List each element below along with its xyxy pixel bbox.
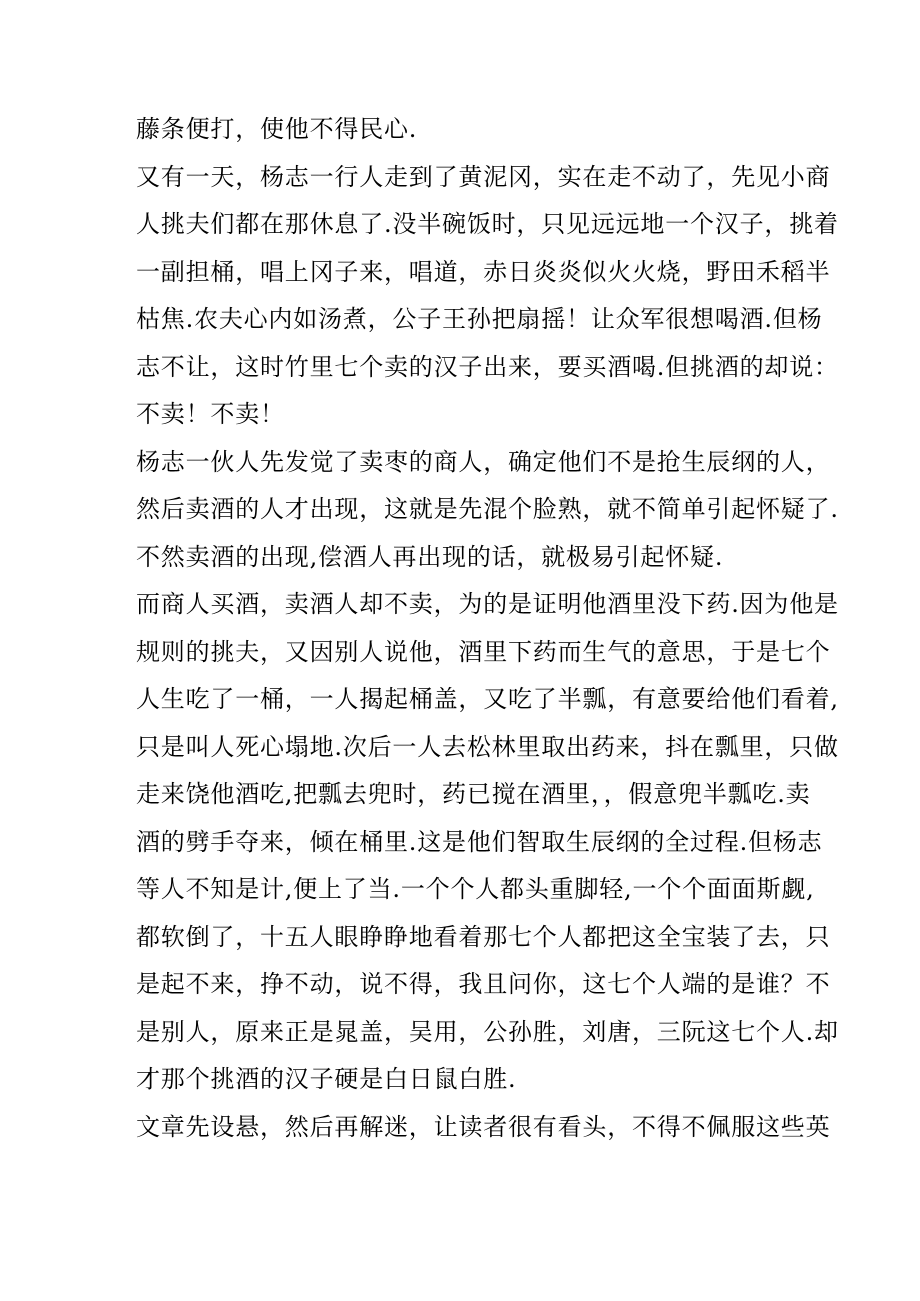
text-line: 都软倒了，十五人眼睁睁地看着那七个人都把这全宝装了去，只 xyxy=(136,922,831,951)
text-line: 而商人买酒，卖酒人却不卖，为的是证明他酒里没下药.因为他是 xyxy=(136,590,839,618)
text-line: 是别人，原来正是晁盖，吴用，公孙胜，刘唐，三阮这七个人.却 xyxy=(136,1017,839,1046)
text-line: 是起不来，挣不动，说不得，我且问你，这七个人端的是谁？不 xyxy=(136,970,831,998)
text-line: 只是叫人死心塌地.次后一人去松林里取出药来，抖在瓢里，只做 xyxy=(136,732,839,761)
text-line: 枯焦.农夫心内如汤煮，公子王孙把扇摇！让众军很想喝酒.但杨 xyxy=(136,305,823,333)
text-line: 人挑夫们都在那休息了.没半碗饭时，只见远远地一个汉子，挑着 xyxy=(136,210,839,238)
text-line: 又有一天，杨志一行人走到了黄泥冈，实在走不动了，先见小商 xyxy=(136,162,831,191)
text-line: 人生吃了一桶，一人揭起桶盖，又吃了半瓢，有意要给他们看着, xyxy=(136,685,839,713)
text-line: 藤条便打，使他不得民心. xyxy=(136,115,418,143)
text-line: 不然卖酒的出现,偿酒人再出现的话，就极易引起怀疑. xyxy=(136,542,724,571)
text-line: 志不让，这时竹里七个卖的汉子出来，要买酒喝.但挑酒的却说： xyxy=(136,352,839,381)
text-line: 不卖！不卖！ xyxy=(136,400,285,428)
text-line: 一副担桶，唱上冈子来，唱道，赤日炎炎似火火烧，野田禾稻半 xyxy=(136,257,831,286)
text-line: 才那个挑酒的汉子硬是白日鼠白胜. xyxy=(136,1065,517,1093)
text-line: 规则的挑夫，又因别人说他，酒里下药而生气的意思，于是七个 xyxy=(136,637,831,666)
text-line: 然后卖酒的人才出现，这就是先混个脸熟，就不简单引起怀疑了. xyxy=(136,495,839,523)
text-line: 文章先设悬，然后再解迷，让读者很有看头，不得不佩服这些英 xyxy=(136,1112,831,1141)
text-line: 酒的劈手夺来，倾在桶里.这是他们智取生辰纲的全过程.但杨志 xyxy=(136,827,823,856)
text-line: 走来饶他酒吃,把瓢去兜时，药已搅在酒里，，假意兜半瓢吃.卖 xyxy=(136,780,811,808)
text-line: 杨志一伙人先发觉了卖枣的商人，确定他们不是抢生辰纲的人， xyxy=(136,447,831,476)
body-text xyxy=(136,106,839,1151)
text-line: 等人不知是计,便上了当.一个个人都头重脚轻,一个个面面斯觑, xyxy=(136,875,815,903)
